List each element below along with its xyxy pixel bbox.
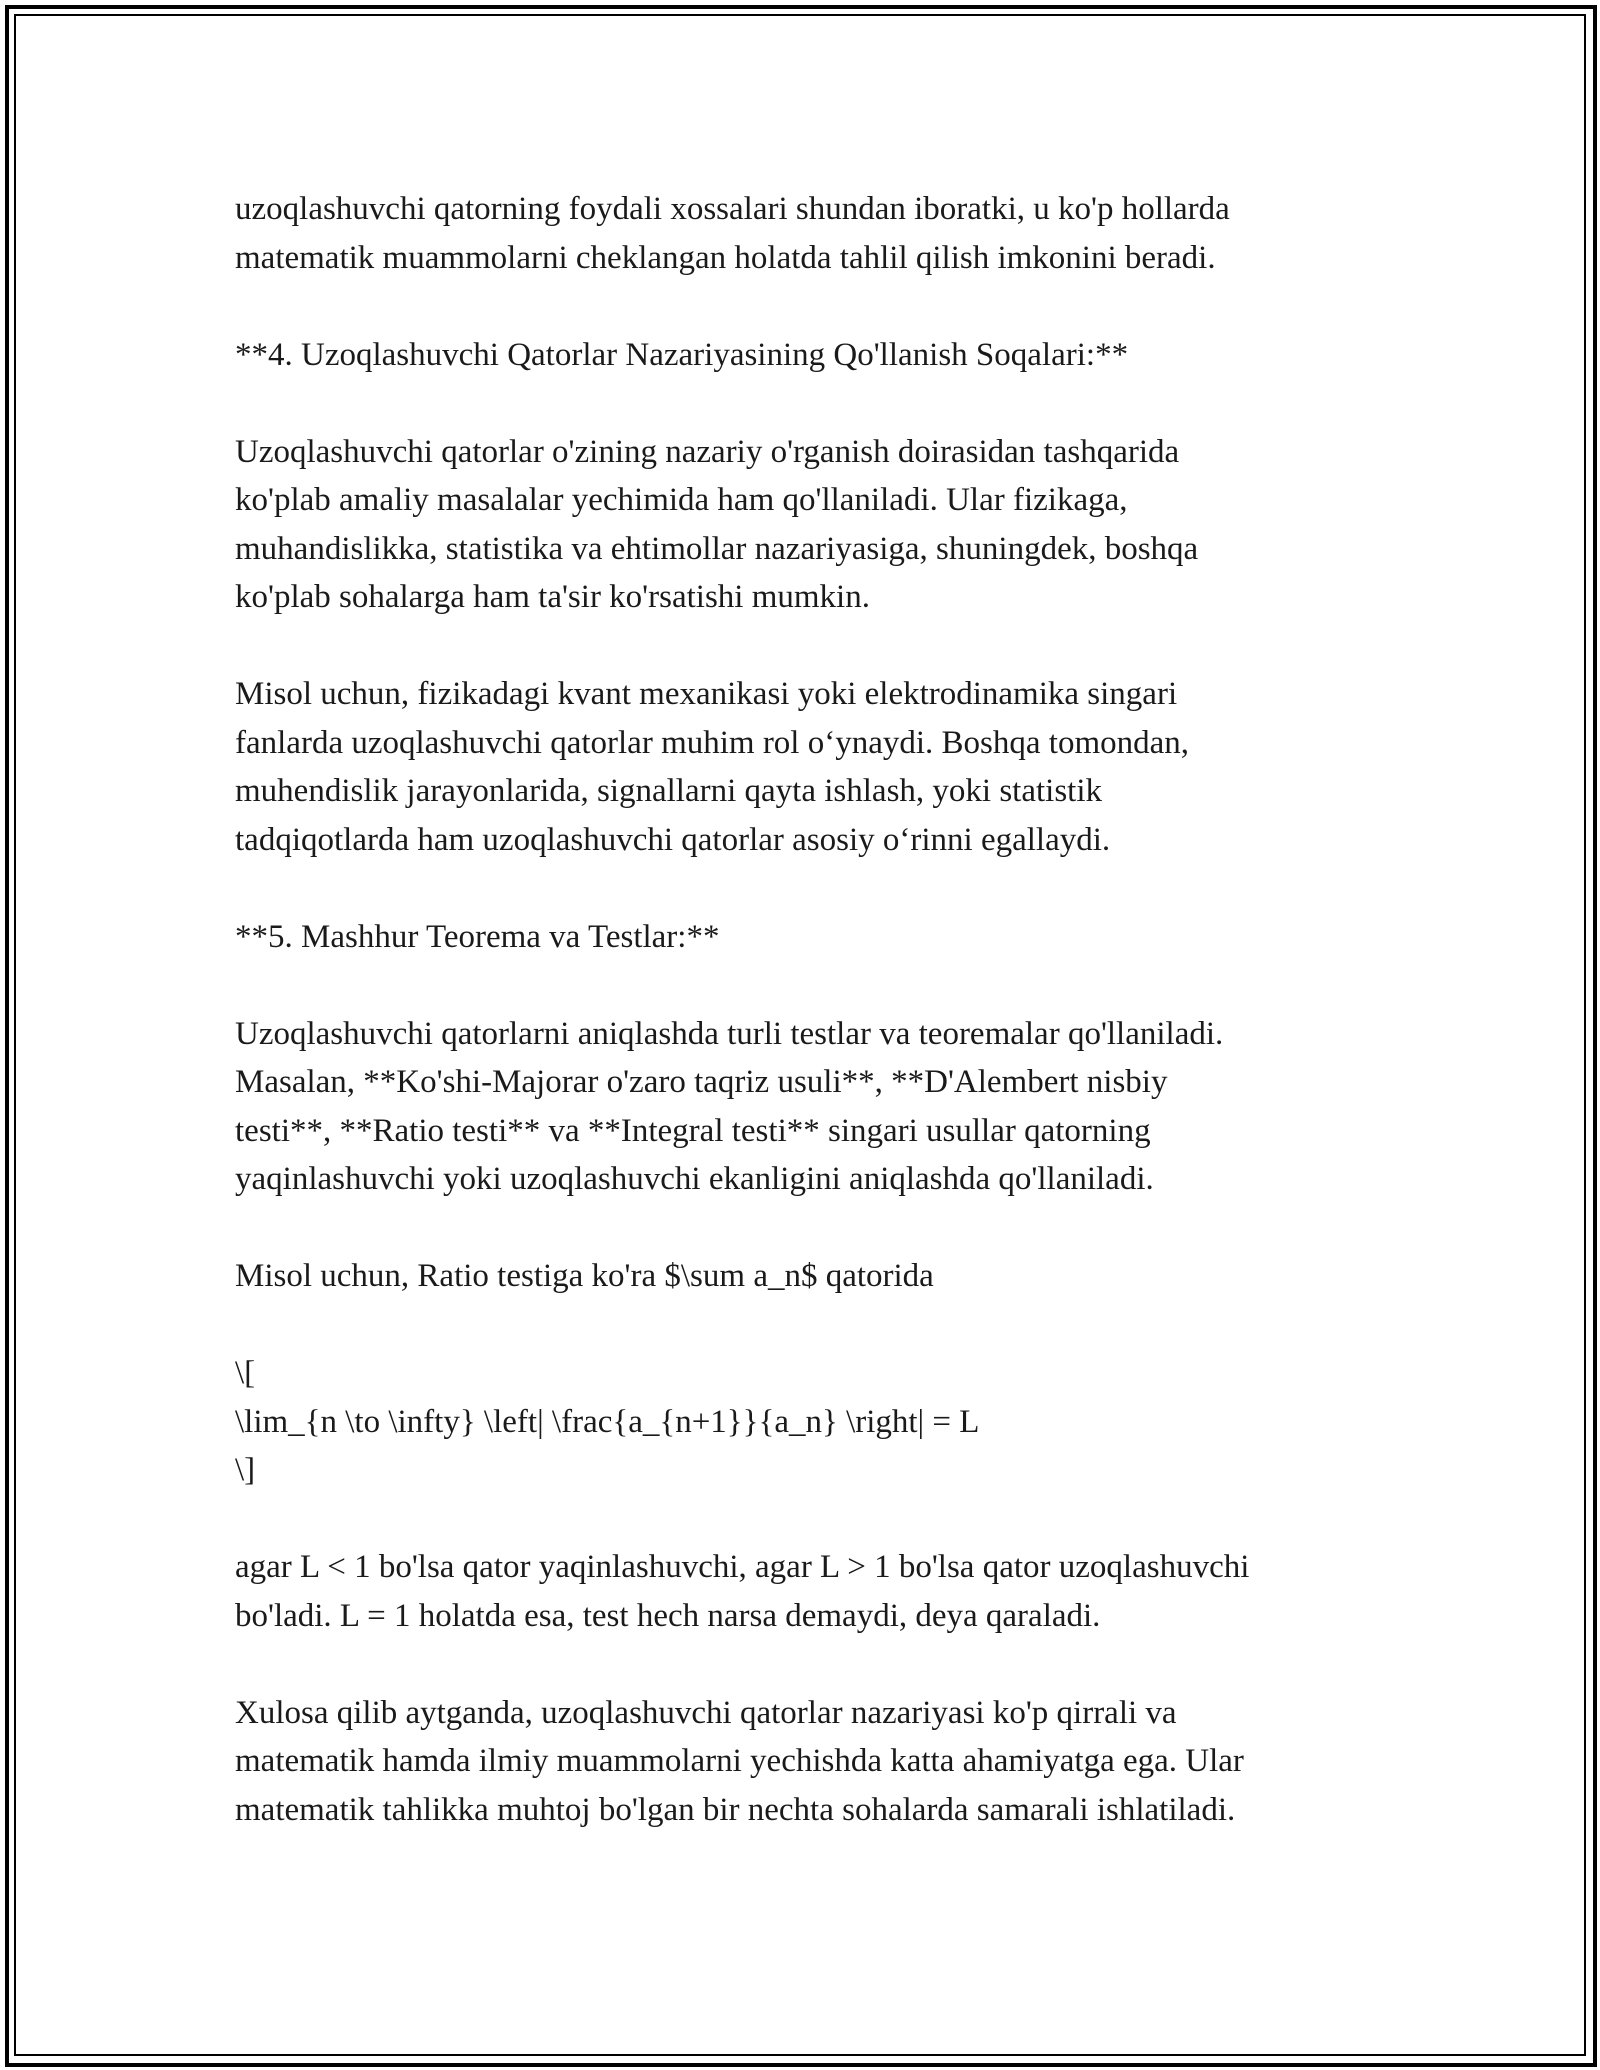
text-line: uzoqlashuvchi qatorning foydali xossalari shundan iboratki, u ko'p hollarda [235,191,1230,227]
text-line: ko'plab sohalarga ham ta'sir ko'rsatishi mumkin. [235,579,870,615]
text-line: testi**, **Ratio testi** va **Integral testi** singari usullar qatorning [235,1112,1151,1149]
text-line: muhendislik jarayonlarida, signallarni qayta ishlash, yoki statistik [235,773,1103,809]
text-line: matematik tahlikka muhtoj bo'lgan bir nechta sohalarda samarali ishlatiladi. [235,1791,1236,1828]
formula-block [235,1349,1395,1495]
text-line: Xulosa qilib aytganda, uzoqlashuvchi qatorlar nazariyasi ko'p qirrali va [235,1694,1177,1731]
paragraph-ratio-result [235,1543,1395,1640]
text-line: Masalan, **Ko'shi-Majorar o'zaro taqriz usuli**, **D'Alembert nisbiy [235,1064,1168,1100]
section-heading-4 [235,331,1395,380]
document-body [235,185,1395,1834]
section-heading-5 [235,913,1395,962]
paragraph-intro [235,185,1395,282]
heading-line: **4. Uzoqlashuvchi Qatorlar Nazariyasining Qo'llanish Soqalari:** [235,336,1129,373]
paragraph-tests [235,1010,1395,1204]
heading-line: **5. Mashhur Teorema va Testlar:** [235,918,720,955]
paragraph-applications [235,428,1395,622]
text-line: Uzoqlashuvchi qatorlar o'zining nazariy o'rganish doirasidan tashqarida [235,433,1180,470]
paragraph-physics-example [235,670,1395,864]
text-line: ko'plab amaliy masalalar yechimida ham qo'llaniladi. Ular fizikaga, [235,482,1128,518]
text-line: matematik hamda ilmiy muammolarni yechishda katta ahamiyatga ega. Ular [235,1743,1244,1779]
text-line: Uzoqlashuvchi qatorlarni aniqlashda turli testlar va teoremalar qo'llaniladi. [235,1015,1224,1052]
formula-line: \lim_{n \to \infty} \left| \frac{a_{n+1}}{a_n} \right| = L [235,1403,980,1440]
text-line: Misol uchun, fizikadagi kvant mexanikasi yoki elektrodinamika singari [235,676,1178,712]
text-line: agar L < 1 bo'lsa qator yaqinlashuvchi, agar L > 1 bo'lsa qator uzoqlashuvchi [235,1549,1250,1585]
text-line: Misol uchun, Ratio testiga ko'ra $\sum a_n$ qatorida [235,1258,934,1294]
text-line: muhandislikka, statistika va ehtimollar nazariyasiga, shuningdek, boshqa [235,530,1199,567]
text-line: fanlarda uzoqlashuvchi qatorlar muhim rol o‘ynaydi. Boshqa tomondan, [235,724,1190,761]
text-line: matematik muammolarni cheklangan holatda tahlil qilish imkonini beradi. [235,239,1216,276]
formula-line: \] [235,1452,256,1488]
text-line: tadqiqotlarda ham uzoqlashuvchi qatorlar asosiy o‘rinni egallaydi. [235,821,1111,858]
text-line: yaqinlashuvchi yoki uzoqlashuvchi ekanligini aniqlashda qo'llaniladi. [235,1161,1154,1197]
text-line: bo'ladi. L = 1 holatda esa, test hech narsa demaydi, deya qaraladi. [235,1597,1101,1634]
formula-line: \[ [235,1355,256,1391]
paragraph-ratio-intro [235,1252,1395,1301]
paragraph-conclusion [235,1689,1395,1835]
